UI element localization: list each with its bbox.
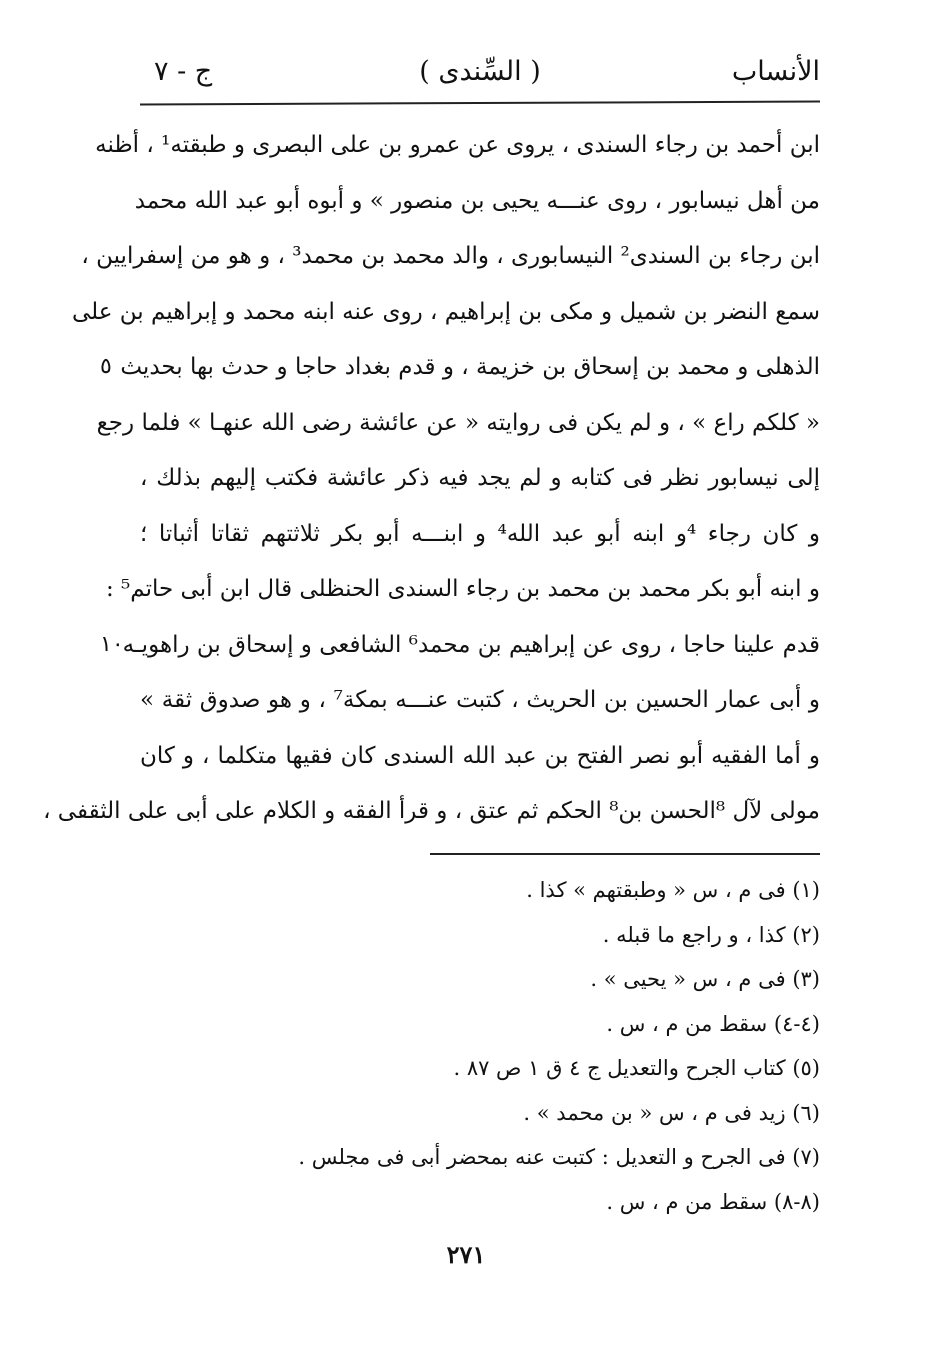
- text-line: إلى نيسابور نظر فى كتابه و لم يجد فيه ذكر عائشة فكتب إليهم بذلك ،: [140, 465, 820, 491]
- text-line: ابن أحمد بن رجاء السندى ، يروى عن عمرو بن على البصرى و طبقته¹ ، أظنه: [95, 132, 820, 158]
- text-line: قدم علينا حاجا ، روى عن إبراهيم بن محمد⁶ الشافعى و إسحاق بن راهويـه: [122, 631, 820, 658]
- text-line: ابن رجاء بن السندى² النيسابورى ، والد محمد بن محمد³ ، و هو من إسفرايين ،: [81, 243, 820, 269]
- text-line: و ابنه أبو بكر محمد بن محمد بن رجاء السندى الحنظلى قال ابن أبى حاتم⁵ :: [105, 576, 820, 602]
- line-number: ٥: [100, 354, 112, 379]
- footnote: (٦) زيد فى م ، س « بن محمد » .: [523, 1100, 820, 1125]
- footnotes: [140, 868, 820, 1224]
- footnote-rule: [430, 853, 820, 855]
- footnote: (٥) كتاب الجرح والتعديل ج ٤ ق ١ ص ٨٧ .: [453, 1056, 820, 1080]
- text-line: و كان رجاء ⁴و ابنه أبو عبد الله⁴ و ابنـــه أبو بكر ثلاثتهم ثقاتا أثباتا ؛: [140, 520, 820, 547]
- footnote: (٣) فى م ، س « يحيى » .: [590, 967, 820, 991]
- text-line: « كلكم راع » ، و لم يكن فى روايته « عن عائشة رضى الله عنهـا » فلما رجع: [96, 409, 820, 436]
- footnote: (٨-٨) سقط من م ، س .: [606, 1189, 820, 1214]
- text-line: مولى لآل ⁸الحسن بن⁸ الحكم ثم عتق ، و قرأ الفقه و الكلام على أبى على الثقفى ،: [43, 798, 820, 824]
- line-number: ١٠: [100, 631, 124, 657]
- footnote: (٤-٤) سقط من م ، س .: [606, 1011, 820, 1036]
- header-volume: ج - ٧: [154, 56, 213, 87]
- header-section-title: ( السِّندى ): [419, 56, 541, 87]
- header-rule: [140, 101, 820, 106]
- text-line: من أهل نيسابور ، روى عنـــه يحيى بن منصور » و أبوه أبو عبد الله محمد: [134, 187, 820, 214]
- header-book-title: الأنساب: [731, 56, 820, 87]
- running-header: [140, 50, 820, 96]
- text-line: و أبى عمار الحسين بن الحريث ، كتبت عنـــه بمكة⁷ ، و هو صدوق ثقة »: [140, 687, 821, 713]
- text-line: و أما الفقيه أبو نصر الفتح بن عبد الله السندى كان فقيها متكلما ، و كان: [140, 742, 820, 769]
- page-number: ٢٧١: [446, 1240, 486, 1269]
- footnote: (٢) كذا ، و راجع ما قبله .: [602, 922, 820, 947]
- footnote: (٧) فى الجرح و التعديل : كتبت عنه بمحضر أبى فى مجلس .: [298, 1145, 820, 1169]
- text-line: الذهلى و محمد بن إسحاق بن خزيمة ، و قدم بغداد حاجا و حدث بها بحديث: [120, 354, 820, 380]
- footnote: (١) فى م ، س « وطبقتهم » كذا .: [526, 878, 820, 902]
- text-line: سمع النضر بن شميل و مكى بن إبراهيم ، روى عنه ابنه محمد و إبراهيم بن على: [71, 298, 820, 325]
